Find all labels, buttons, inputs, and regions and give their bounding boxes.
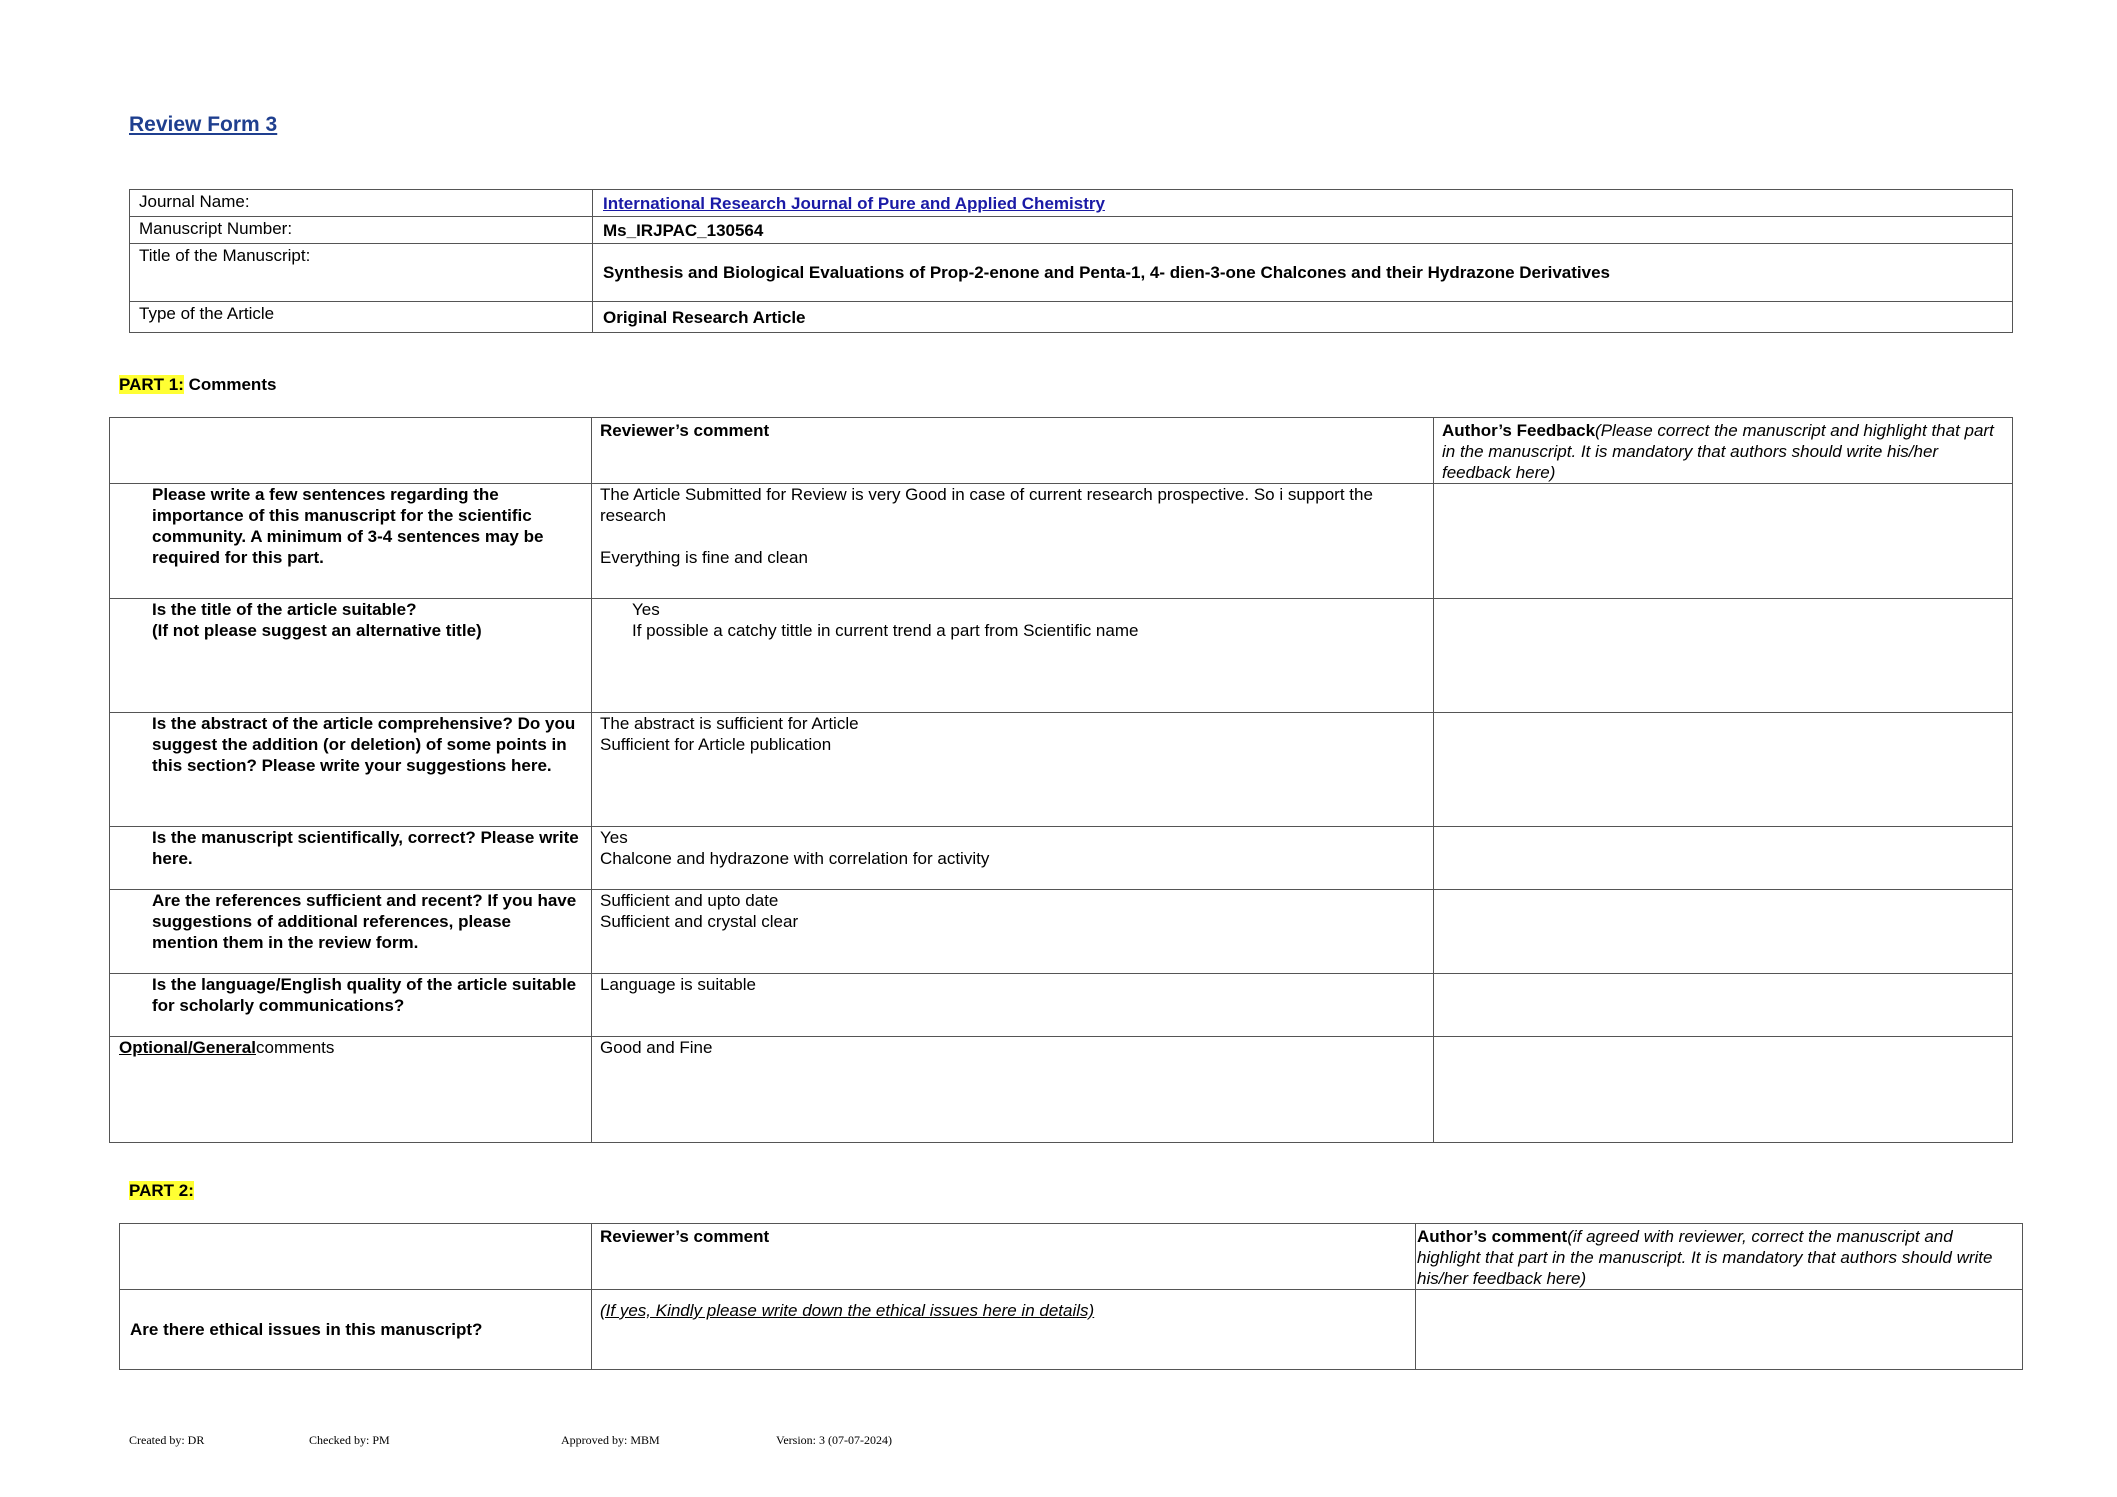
author-feedback-cell[interactable] bbox=[1434, 974, 2013, 1037]
manuscript-number-value: Ms_IRJPAC_130564 bbox=[593, 217, 2013, 244]
comment-line: Chalcone and hydrazone with correlation for activity bbox=[600, 849, 990, 868]
part1-table bbox=[109, 417, 2013, 1143]
review-row bbox=[110, 484, 2013, 599]
part1-label-suffix: Comments bbox=[183, 375, 277, 394]
part2-author-header bbox=[1416, 1224, 2023, 1290]
journal-label: Journal Name: bbox=[130, 190, 593, 217]
footer-version: Version: 3 (07-07-2024) bbox=[776, 1433, 892, 1447]
page-title: Review Form 3 bbox=[129, 113, 278, 136]
optional-comment: Good and Fine bbox=[592, 1037, 1434, 1143]
comment-cell bbox=[592, 827, 1434, 890]
article-type-value: Original Research Article bbox=[593, 302, 2013, 333]
question-title-line: (If not please suggest an alternative title) bbox=[152, 621, 482, 640]
title-label: Title of the Manuscript: bbox=[130, 244, 593, 302]
journal-row bbox=[130, 190, 2013, 217]
optional-comments-row bbox=[110, 1037, 2013, 1143]
part1-header-row bbox=[110, 418, 2013, 484]
author-feedback-cell[interactable] bbox=[1434, 484, 2013, 599]
comment-cell bbox=[592, 599, 1434, 713]
comment-line: Everything is fine and clean bbox=[600, 548, 808, 567]
footer-created: Created by: DR bbox=[129, 1433, 205, 1447]
ethics-question: Are there ethical issues in this manuscript? bbox=[120, 1290, 592, 1370]
article-type-row bbox=[130, 302, 2013, 333]
optional-suffix: comments bbox=[255, 1038, 335, 1057]
comment-cell bbox=[592, 890, 1434, 974]
comment-line: Sufficient for Article publication bbox=[600, 735, 832, 754]
footer-checked: Checked by: PM bbox=[309, 1433, 390, 1447]
part2-reviewer-header: Reviewer’s comment bbox=[592, 1224, 1416, 1290]
part1-author-header bbox=[1434, 418, 2013, 484]
question-references: Are the references sufficient and recent? If you have suggestions of additional references, please mention them in the review form. bbox=[110, 890, 592, 974]
ethics-row bbox=[120, 1290, 2023, 1370]
part2-table bbox=[119, 1223, 2023, 1370]
part2-header-empty bbox=[120, 1224, 592, 1290]
author-feedback-cell[interactable] bbox=[1434, 890, 2013, 974]
review-row bbox=[110, 974, 2013, 1037]
manuscript-info-table bbox=[129, 189, 2013, 333]
part2-author-header-note: (if agreed with reviewer, correct the manuscript and highlight that part in the manuscript. It is mandatory that authors should write his/her feedback here) bbox=[1417, 1227, 1993, 1288]
journal-link[interactable]: International Research Journal of Pure and Applied Chemistry bbox=[603, 194, 1105, 213]
comment-line: If possible a catchy tittle in current trend a part from Scientific name bbox=[632, 621, 1139, 640]
article-type-label: Type of the Article bbox=[130, 302, 593, 333]
part1-reviewer-header: Reviewer’s comment bbox=[592, 418, 1434, 484]
manuscript-number-label: Manuscript Number: bbox=[130, 217, 593, 244]
question-abstract: Is the abstract of the article comprehensive? Do you suggest the addition (or deletion) of some points in this section? Please write your suggestions here. bbox=[110, 713, 592, 827]
optional-comments-label bbox=[110, 1037, 592, 1143]
manuscript-number-row bbox=[130, 217, 2013, 244]
part2-author-header-label: Author’s comment bbox=[1417, 1227, 1568, 1246]
part1-header-empty bbox=[110, 418, 592, 484]
question-scientific: Is the manuscript scientifically, correct? Please write here. bbox=[110, 827, 592, 890]
part2-header-row bbox=[120, 1224, 2023, 1290]
footer-approved: Approved by: MBM bbox=[561, 1433, 660, 1447]
comment-line: The Article Submitted for Review is very Good in case of current research prospective. So i support the research bbox=[600, 485, 1373, 525]
question-title bbox=[110, 599, 592, 713]
review-row bbox=[110, 827, 2013, 890]
ethics-comment-cell bbox=[592, 1290, 1416, 1370]
author-comment-cell[interactable] bbox=[1416, 1290, 2023, 1370]
author-feedback-cell[interactable] bbox=[1434, 599, 2013, 713]
comment-line: Yes bbox=[632, 600, 660, 619]
comment-cell bbox=[592, 713, 1434, 827]
comment-line: The abstract is sufficient for Article bbox=[600, 714, 859, 733]
part1-heading bbox=[119, 375, 276, 395]
part1-author-header-note: (Please correct the manuscript and highlight that part in the manuscript. It is mandatory that authors should write his/her feedback here) bbox=[1442, 421, 1994, 482]
review-row bbox=[110, 713, 2013, 827]
author-feedback-cell[interactable] bbox=[1434, 827, 2013, 890]
author-feedback-cell[interactable] bbox=[1434, 1037, 2013, 1143]
part1-label: PART 1: bbox=[119, 375, 184, 394]
part1-author-header-label: Author’s Feedback bbox=[1442, 421, 1596, 440]
question-title-line: Is the title of the article suitable? bbox=[152, 600, 417, 619]
ethics-comment: (If yes, Kindly please write down the ethical issues here in details) bbox=[600, 1301, 1095, 1320]
question-language: Is the language/English quality of the article suitable for scholarly communications? bbox=[110, 974, 592, 1037]
comment-cell bbox=[592, 484, 1434, 599]
comment-line: Yes bbox=[600, 828, 628, 847]
comment-line: Sufficient and crystal clear bbox=[600, 912, 799, 931]
review-row bbox=[110, 890, 2013, 974]
optional-label: Optional/General bbox=[119, 1038, 256, 1057]
comment-cell bbox=[592, 974, 1434, 1037]
question-importance: Please write a few sentences regarding the importance of this manuscript for the scientific community. A minimum of 3-4 sentences may be required for this part. bbox=[110, 484, 592, 599]
manuscript-title: Synthesis and Biological Evaluations of Prop-2-enone and Penta-1, 4- dien-3-one Chalcones and their Hydrazone Derivatives bbox=[593, 244, 2013, 302]
comment-line: Sufficient and upto date bbox=[600, 891, 779, 910]
part2-label: PART 2: bbox=[129, 1181, 194, 1200]
title-row bbox=[130, 244, 2013, 302]
comment-line: Language is suitable bbox=[600, 975, 756, 994]
review-row bbox=[110, 599, 2013, 713]
author-feedback-cell[interactable] bbox=[1434, 713, 2013, 827]
part2-heading bbox=[129, 1181, 194, 1201]
